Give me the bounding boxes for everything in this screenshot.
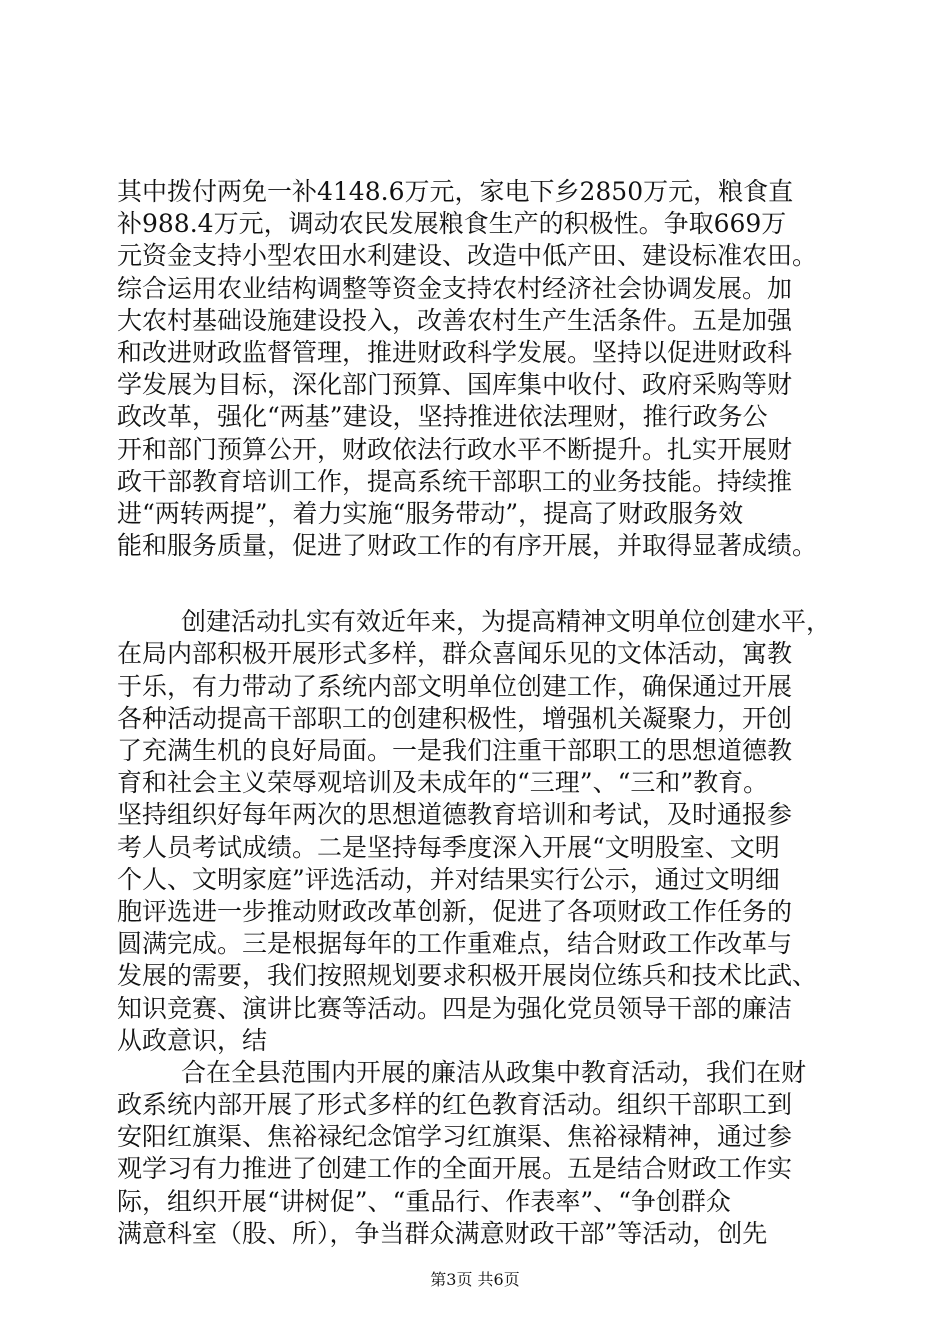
text-line: 了充满生机的良好局面。一是我们注重干部职工的思想道德教	[117, 736, 793, 765]
text-line: 其中拨付两免一补4148.6万元，家电下乡2850万元，粮食直	[117, 177, 794, 206]
text-line: 政干部教育培训工作，提高系统干部职工的业务技能。持续推	[117, 466, 793, 496]
text-line: 满意科室（股、所），争当群众满意财政干部”等活动，创先	[117, 1218, 768, 1248]
text-line: 各种活动提高干部职工的创建积极性，增强机关凝聚力，开创	[117, 703, 793, 733]
text-line: 政系统内部开展了形式多样的红色教育活动。组织干部职工到	[117, 1090, 793, 1120]
text-line: 学发展为目标，深化部门预算、国库集中收付、政府采购等财	[117, 370, 793, 400]
text-line: 发展的需要，我们按照规划要求积极开展岗位练兵和技术比武、	[117, 961, 818, 991]
paragraph-3	[117, 1057, 845, 1250]
paragraph-gap	[117, 562, 845, 606]
text-line: 育和社会主义荣辱观培训及未成年的“三理”、“三和”教育。	[117, 768, 769, 798]
text-line: 于乐，有力带动了系统内部文明单位创建工作，确保通过开展	[117, 671, 793, 701]
text-line: 从政意识，结	[117, 1025, 268, 1055]
text-line: 个人、文明家庭”评选活动，并对结果实行公示，通过文明细	[117, 864, 780, 894]
text-line: 创建活动扎实有效近年来，为提高精神文明单位创建水平，	[181, 607, 832, 637]
text-line: 胞评选进一步推动财政改革创新，促进了各项财政工作任务的	[117, 896, 793, 926]
text-line: 在局内部积极开展形式多样，群众喜闻乐见的文体活动，寓教	[117, 639, 793, 669]
text-line: 观学习有力推进了创建工作的全面开展。五是结合财政工作实	[117, 1154, 793, 1184]
text-line: 圆满完成。三是根据每年的工作重难点，结合财政工作改革与	[117, 929, 793, 959]
text-line: 政改革，强化“两基”建设，坚持推进依法理财，推行政务公	[117, 402, 768, 432]
text-line: 和改进财政监督管理，推进财政科学发展。坚持以促进财政科	[117, 337, 793, 367]
text-line: 考人员考试成绩。二是坚持每季度深入开展“文明股室、文明	[117, 832, 780, 862]
text-line: 开和部门预算公开，财政依法行政水平不断提升。扎实开展财	[117, 434, 793, 464]
text-line: 合在全县范围内开展的廉洁从政集中教育活动，我们在财	[181, 1057, 807, 1087]
text-line: 际，组织开展“讲树促”、“重品行、作表率”、“争创群众	[117, 1186, 731, 1216]
paragraph-2	[117, 606, 845, 1057]
text-line: 安阳红旗渠、焦裕禄纪念馆学习红旗渠、焦裕禄精神，通过参	[117, 1122, 793, 1152]
text-line: 综合运用农业结构调整等资金支持农村经济社会协调发展。加	[117, 273, 793, 303]
text-line: 元资金支持小型农田水利建设、改造中低产田、建设标准农田。	[117, 241, 818, 271]
paragraph-1	[117, 176, 845, 562]
page-number-footer: 第3页 共6页	[430, 1270, 520, 1289]
text-line: 大农村基础设施建设投入，改善农村生产生活条件。五是加强	[117, 305, 793, 335]
text-line: 进“两转两提”，着力实施“服务带动”，提高了财政服务效	[117, 498, 744, 528]
text-line: 补988.4万元，调动农民发展粮食生产的积极性。争取669万	[117, 209, 787, 239]
text-line: 知识竞赛、演讲比赛等活动。四是为强化党员领导干部的廉洁	[117, 993, 793, 1023]
text-line: 坚持组织好每年两次的思想道德教育培训和考试，及时通报参	[117, 800, 793, 830]
text-line: 能和服务质量，促进了财政工作的有序开展，并取得显著成绩。	[117, 531, 818, 561]
document-body	[117, 176, 845, 1250]
